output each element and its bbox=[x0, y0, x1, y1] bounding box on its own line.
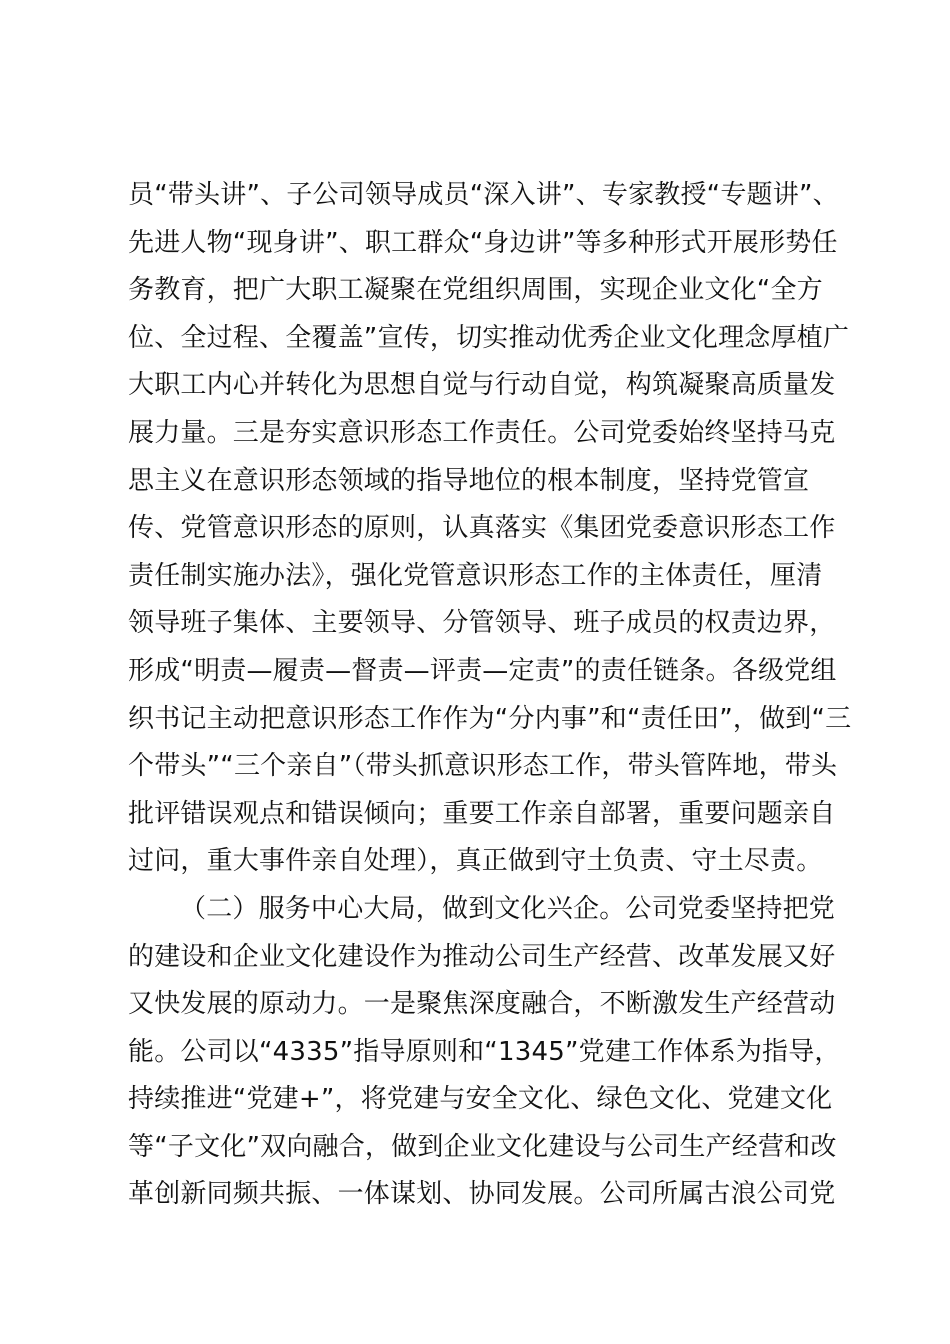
text-line: 思主义在意识形态领域的指导地位的根本制度，坚持党管宣 bbox=[128, 465, 810, 496]
text-line: 批评错误观点和错误倾向；重要工作亲自部署，重要问题亲自 bbox=[128, 798, 836, 829]
text-line: 务教育，把广大职工凝聚在党组织周围，实现企业文化“全方 bbox=[128, 275, 823, 306]
text-line: 领导班子集体、主要领导、分管领导、班子成员的权责边界， bbox=[128, 608, 836, 639]
text-line: 位、全过程、全覆盖”宣传，切实推动优秀企业文化理念厚植广 bbox=[128, 322, 850, 353]
text-line: 形成“明责—履责—督责—评责—定责”的责任链条。各级党组 bbox=[128, 655, 837, 686]
section-heading-line: （二）服务中心大局，做到文化兴企。公司党委坚持把党 bbox=[180, 893, 836, 924]
text-line: 展力量。三是夯实意识形态工作责任。公司党委始终坚持马克 bbox=[128, 417, 836, 448]
text-line: 个带头”“三个亲自”（带头抓意识形态工作，带头管阵地，带头 bbox=[128, 751, 838, 782]
text-line: 的建设和企业文化建设作为推动公司生产经营、改革发展又好 bbox=[128, 941, 836, 972]
text-line: 先进人物“现身讲”、职工群众“身边讲”等多种形式开展形势任 bbox=[128, 227, 838, 258]
text-line: 持续推进“党建+”，将党建与安全文化、绿色文化、党建文化 bbox=[128, 1084, 833, 1115]
text-line: 又快发展的原动力。一是聚焦深度融合，不断激发生产经营动 bbox=[128, 989, 836, 1020]
body-text bbox=[128, 172, 852, 1219]
text-line: 革创新同频共振、一体谋划、协同发展。公司所属古浪公司党 bbox=[128, 1179, 836, 1210]
text-line: 员“带头讲”、子公司领导成员“深入讲”、专家教授“专题讲”、 bbox=[128, 180, 839, 210]
text-line: 能。公司以“4335”指导原则和“1345”党建工作体系为指导， bbox=[128, 1036, 841, 1067]
text-line: 过问，重大事件亲自处理），真正做到守土负责、守土尽责。 bbox=[128, 846, 823, 877]
text-line: 传、党管意识形态的原则，认真落实《集团党委意识形态工作 bbox=[128, 513, 836, 544]
text-line: 等“子文化”双向融合，做到企业文化建设与公司生产经营和改 bbox=[128, 1131, 837, 1162]
text-line: 责任制实施办法》，强化党管意识形态工作的主体责任，厘清 bbox=[128, 560, 823, 591]
text-line: 织书记主动把意识形态工作作为“分内事”和“责任田”，做到“三 bbox=[128, 703, 852, 734]
text-line: 大职工内心并转化为思想自觉与行动自觉，构筑凝聚高质量发 bbox=[128, 370, 836, 401]
